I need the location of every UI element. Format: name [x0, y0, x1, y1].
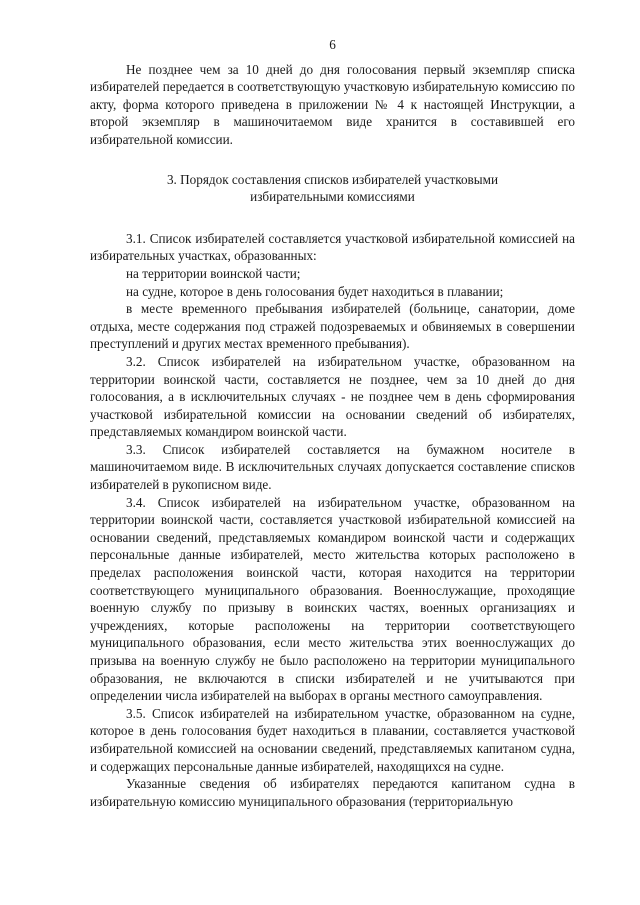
list-item-temporary-stay: в месте временного пребывания избирателей (больнице, санатории, доме отдыха, месте содержания под стражей подозреваемых и обвиняемых в совершении преступлений и других местах временного пребывания). — [90, 301, 575, 352]
document-page — [90, 36, 575, 810]
paragraph-ship-captain: Указанные сведения об избирателях передаются капитаном судна в избирательную комиссию муниципального образования (территориальную — [90, 776, 575, 809]
paragraph-3-4: 3.4. Список избирателей на избирательном участке, образованном на территории воинской части, составляется участковой избирательной комиссией на основании сведений, представляемых командиром воинской части и содержащих персональные данные избирателей, место жительства которых расположено в пределах расположения воинской части, которая находится на территории соответствующего муниципального образования. Военнослужащие, проходящие военную службу по призыву в воинских частях, военных организациях и учреждениях, которые расположены на территории соответствующего муниципального образования, если место жительства этих военнослужащих до призыва на военную службу не было расположено на территории муниципального образования, не включаются в списки избирателей и не учитываются при определении числа избирателей на выборах в органы местного самоуправления. — [90, 494, 575, 704]
section-heading-line-2: избирательными комиссиями — [250, 189, 415, 205]
intro-paragraph: Не позднее чем за 10 дней до дня голосования первый экземпляр списка избирателей передается в соответствующую участковую избирательную комиссию по акту, форма которого приведена в приложении № 4 к настоящей Инструкции, а второй экземпляр в машиночитаемом виде хранится в составившей его избирательной комиссии. — [90, 61, 575, 147]
paragraph-3-3: 3.3. Список избирателей составляется на бумажном носителе в машиночитаемом виде. В исключительных случаях допускается составление списков избирателей в рукописном виде. — [90, 441, 575, 493]
paragraph-3-2: 3.2. Список избирателей на избирательном участке, образованном на территории воинской части, составляется не позднее, чем за 10 дней до дня голосования, а в исключительных случаях - не позднее чем в день сформирования участковой избирательной комиссии на основании сведений об избирателях, представляемых командиром воинской части. — [90, 353, 575, 440]
paragraph-3-5: 3.5. Список избирателей на избирательном участке, образованном на судне, которое в день голосования будет находиться в плавании, составляется участковой избирательной комиссией на основании сведений, представляемых капитаном судна, и содержащих персональные данные избирателей, находящихся на судне. — [90, 705, 575, 774]
paragraph-3-1: 3.1. Список избирателей составляется участковой избирательной комиссией на избирательных участках, образованных: — [90, 230, 575, 264]
section-heading-line-1: 3. Порядок составления списков избирателей участковыми — [166, 171, 499, 187]
page-number: 6 — [329, 37, 336, 52]
list-item-military-unit: на территории воинской части; — [126, 265, 301, 281]
list-item-ship: на судне, которое в день голосования будет находиться в плавании; — [126, 283, 504, 299]
section-heading — [90, 171, 575, 206]
